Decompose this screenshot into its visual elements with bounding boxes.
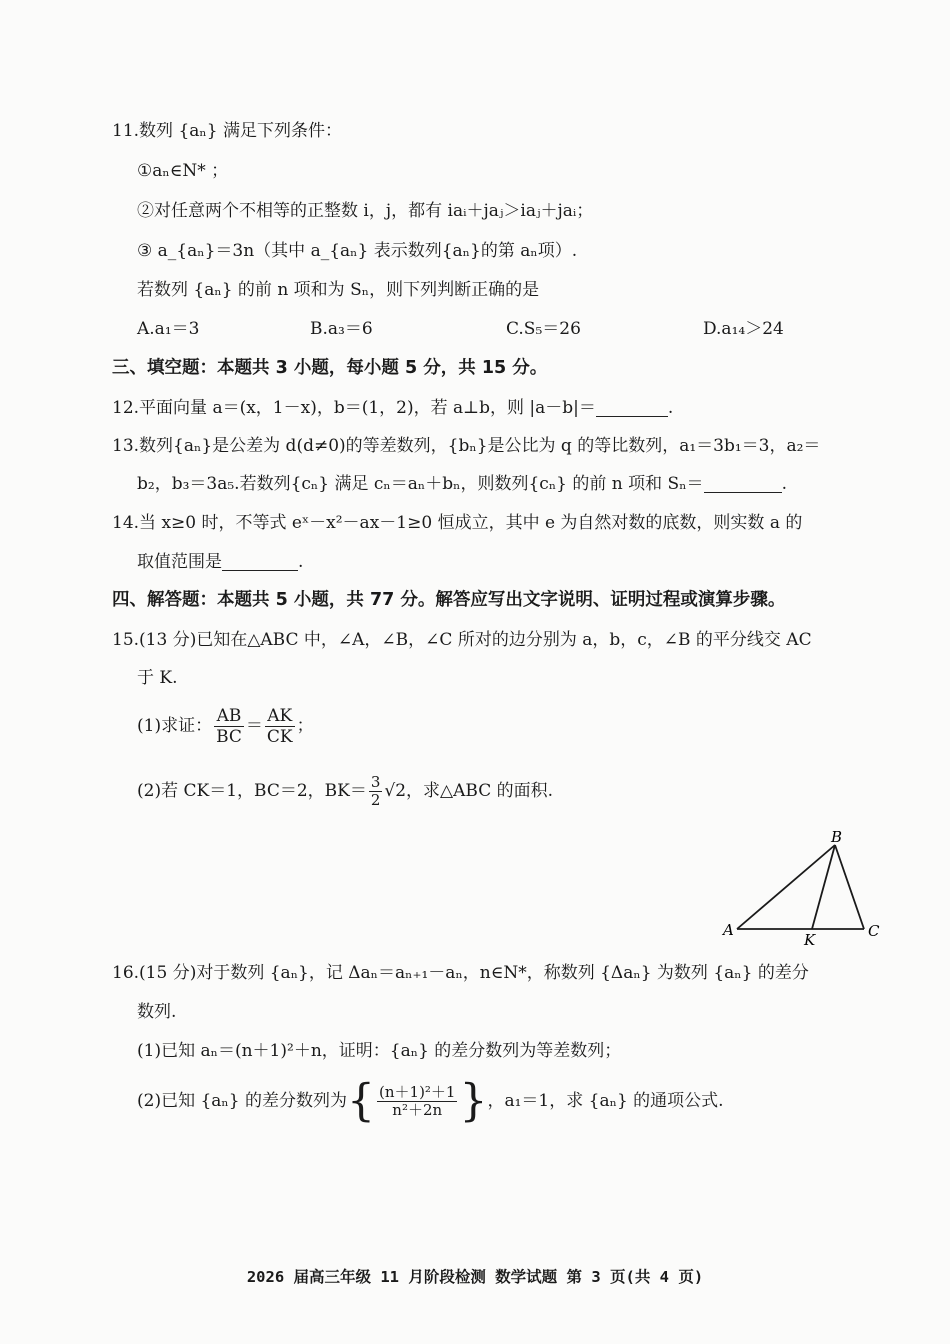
label-a: A [723,921,734,939]
label-c: C [868,922,880,940]
numerator-ak: AK [265,706,295,727]
q16-line-2: 数列. [137,1002,177,1022]
q11-condition-2: ②对任意两个不相等的正整数 i，j，都有 iaᵢ＋jaⱼ＞iaⱼ＋jaᵢ； [137,201,594,221]
q14-text: 取值范围是 [137,552,222,572]
q11-choice-d: D.a₁₄＞24 [703,319,784,339]
q11-choice-c: C.S₅＝26 [506,319,581,339]
fraction-3-2 [369,774,383,809]
equals-sign: ＝ [245,716,263,736]
q14-answer-blank[interactable] [222,552,298,571]
side-ab [737,845,835,929]
fraction-ab-bc [214,706,244,747]
q11-question: 若数列 {aₙ} 的前 n 项和为 Sₙ，则下列判断正确的是 [137,280,540,300]
q11-choice-a: A.a₁＝3 [137,319,200,339]
q14-line-1: 14.当 x≥0 时，不等式 eˣ－x²－ax－1≥0 恒成立，其中 e 为自然对数的底数，则实数 a 的 [112,513,803,533]
label-k: K [804,931,816,949]
denominator-2: 2 [370,791,381,809]
right-brace: } [459,1075,488,1127]
fraction-ak-ck [265,706,295,747]
numerator-expression: (n＋1)²＋1 [379,1083,456,1101]
q13-line-1: 13.数列{aₙ}是公差为 d(d≠0)的等差数列，{bₙ}是公比为 q 的等比数列，a₁＝3b₁＝3，a₂＝ [112,436,821,456]
q12-end: . [667,398,674,418]
q15-part-1-end: ； [296,716,314,736]
triangle-abc-figure [720,828,890,950]
page-footer: 2026 届高三年级 11 月阶段检测 数学试题 第 3 页(共 4 页) [246,1268,704,1286]
q16-part-2-post: ，a₁＝1，求 {aₙ} 的通项公式. [487,1091,724,1111]
q12 [112,397,673,419]
q16-part-1: (1)已知 aₙ＝(n＋1)²＋n，证明：{aₙ} 的差分数列为等差数列； [137,1041,622,1061]
numerator-ab: AB [214,706,244,727]
q15-part-1 [137,702,314,750]
q14-end: . [298,552,304,572]
q11-choice-b: B.a₃＝6 [310,319,373,339]
q16-line-1: 16.(15 分)对于数列 {aₙ}，记 Δaₙ＝aₙ₊₁－aₙ，n∈N*，称数列 {Δaₙ} 为数列 {aₙ} 的差分 [112,963,809,983]
q15-part-2-pre: (2)若 CK＝1，BC＝2，BK＝ [137,781,367,801]
q15-line-1: 15.(13 分)已知在△ABC 中，∠A，∠B，∠C 所对的边分别为 a，b，c，∠B 的平分线交 AC [112,630,812,650]
denominator-expression: n²＋2n [392,1101,443,1119]
q15-line-2: 于 K. [137,668,178,688]
left-brace: { [347,1075,376,1127]
q11-stem: 11.数列 {aₙ} 满足下列条件： [112,121,342,141]
q11-condition-3: ③ a_{aₙ}＝3n（其中 a_{aₙ} 表示数列{aₙ}的第 aₙ项）. [137,241,578,261]
q13-end: . [781,474,787,494]
section-3-heading: 三、填空题：本题共 3 小题，每小题 5 分，共 15 分。 [112,358,548,378]
q16-part-2-pre: (2)已知 {aₙ} 的差分数列为 [137,1091,348,1111]
q13-line-2 [137,473,787,495]
side-bc [835,845,864,929]
q15-part-2-post: √2，求△ABC 的面积. [384,781,554,801]
q15-part-1-label: (1)求证： [137,716,213,736]
fraction-difference-sequence [377,1084,457,1119]
q16-part-2 [137,1076,724,1126]
numerator-3: 3 [370,773,381,791]
q13-text: b₂，b₃＝3a₅.若数列{cₙ} 满足 cₙ＝aₙ＋bₙ，则数列{cₙ} 的前 n 项和 Sₙ＝ [137,474,704,494]
q12-text: 12.平面向量 a＝(x，1－x)，b＝(1，2)，若 a⊥b，则 |a－b|＝ [112,398,596,418]
denominator-bc: BC [216,727,242,747]
denominator-ck: CK [266,727,293,747]
label-b: B [831,828,843,846]
q15-part-2 [137,767,553,815]
q13-answer-blank[interactable] [704,474,782,493]
q11-condition-1: ①aₙ∈N* ； [137,161,229,181]
q14-line-2 [137,551,303,573]
q12-answer-blank[interactable] [596,398,668,417]
bisector-bk [812,845,835,929]
section-4-heading: 四、解答题：本题共 5 小题，共 77 分。解答应写出文字说明、证明过程或演算步骤。 [112,590,786,610]
